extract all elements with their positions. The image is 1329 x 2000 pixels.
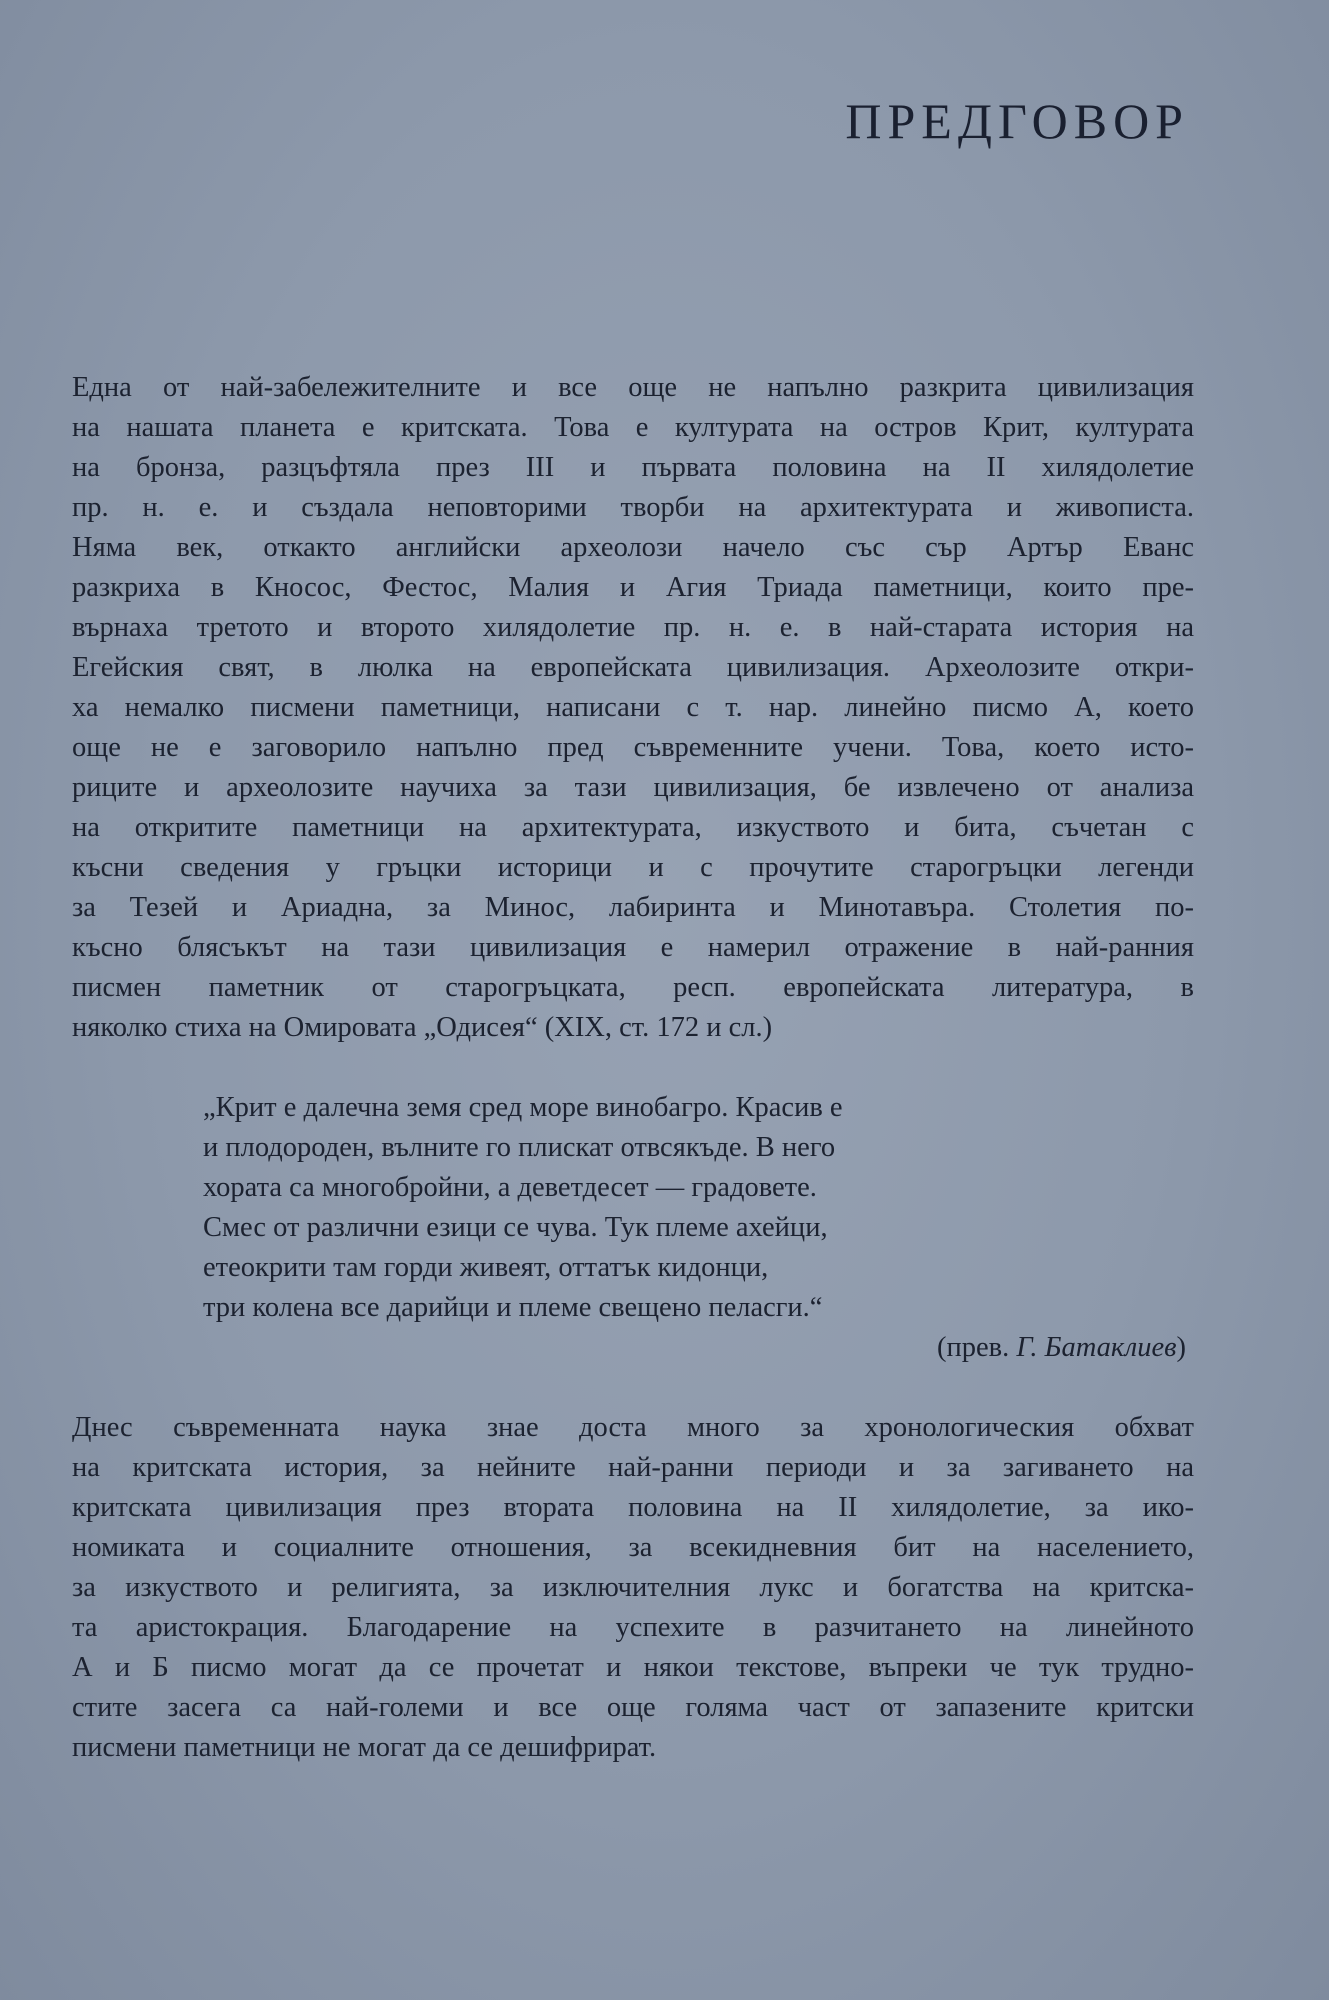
text-line: на нашата планета е критската. Това е културата на остров Крит, културата bbox=[72, 412, 1194, 443]
text-line: Егейския свят, в люлка на европейската цивилизация. Археолозите откри- bbox=[72, 652, 1194, 683]
text-line: Днес съвременната наука знае доста много за хронологическия обхват bbox=[72, 1412, 1194, 1443]
credit-prefix: (прев. bbox=[936, 1332, 1010, 1363]
poem-line: етеокрити там горди живеят, оттатък кидонци, bbox=[203, 1252, 769, 1283]
text-line: А и Б писмо могат да се прочетат и някои текстове, въпреки че тук трудно- bbox=[72, 1652, 1194, 1683]
text-line: риците и археолозите научиха за тази цивилизация, бе извлечено от анализа bbox=[72, 772, 1194, 803]
text-line: на откритите паметници на архитектурата, изкуството и бита, съчетан с bbox=[72, 812, 1194, 843]
text-line: номиката и социалните отношения, за всекидневния бит на населението, bbox=[72, 1532, 1194, 1563]
text-line: няколко стиха на Омировата „Одисея“ (XIX, ст. 172 и сл.) bbox=[72, 1012, 773, 1043]
paragraph-1 bbox=[72, 368, 1194, 1048]
translation-credit bbox=[937, 1328, 1186, 1368]
text-line: пр. н. е. и създала неповторими творби на архитектурата и живописта. bbox=[72, 492, 1194, 523]
text-line: на критската история, за нейните най-ранни периоди и за загиването на bbox=[72, 1452, 1194, 1483]
text-line: за изкуството и религията, за изключителния лукс и богатства на критска- bbox=[72, 1572, 1194, 1603]
poem-line: Смес от различни езици се чува. Тук племе ахейци, bbox=[203, 1212, 828, 1243]
text-line: Една от най-забележителните и все още не напълно разкрита цивилизация bbox=[72, 372, 1194, 403]
text-line: късни сведения у гръцки историци и с прочутите старогръцки легенди bbox=[72, 852, 1194, 883]
text-line: разкриха в Кносос, Фестос, Малия и Агия Триада паметници, които пре- bbox=[72, 572, 1194, 603]
text-line: писмени паметници не могат да се дешифрират. bbox=[72, 1732, 657, 1763]
text-line: ха немалко писмени паметници, написани с т. нар. линейно писмо А, което bbox=[72, 692, 1194, 723]
text-line: за Тезей и Ариадна, за Минос, лабиринта и Минотавъра. Столетия по- bbox=[72, 892, 1194, 923]
poem-line: и плодороден, вълните го плискат отвсякъде. В него bbox=[203, 1132, 836, 1163]
poem-line: три колена все дарийци и племе свещено пеласги.“ bbox=[203, 1292, 823, 1323]
text-line: та аристокрация. Благодарение на успехите в разчитането на линейното bbox=[72, 1612, 1194, 1643]
poem-quote bbox=[203, 1088, 1059, 1328]
paragraph-2 bbox=[72, 1408, 1194, 1768]
poem-line: „Крит е далечна земя сред море винобагро. Красив е bbox=[203, 1092, 843, 1123]
text-line: върнаха третото и второто хилядолетие пр. н. е. в най-старата история на bbox=[72, 612, 1194, 643]
credit-suffix: ) bbox=[1176, 1332, 1186, 1363]
poem-line: хората са многобройни, а деветдесет — градовете. bbox=[203, 1172, 817, 1203]
translator-name: Г. Батаклиев bbox=[1016, 1332, 1177, 1363]
text-line: стите засега са най-големи и все още голяма част от запазените критски bbox=[72, 1692, 1194, 1723]
text-line: късно блясъкът на тази цивилизация е намерил отражение в най-ранния bbox=[72, 932, 1194, 963]
text-line: критската цивилизация през втората половина на II хилядолетие, за ико- bbox=[72, 1492, 1194, 1523]
page-title: ПРЕДГОВОР bbox=[845, 93, 1189, 149]
text-line: Няма век, откакто английски археолози начело със сър Артър Еванс bbox=[72, 532, 1194, 563]
text-line: писмен паметник от старогръцката, респ. европейската литература, в bbox=[72, 972, 1194, 1003]
text-line: още не е заговорило напълно пред съвременните учени. Това, което исто- bbox=[72, 732, 1194, 763]
text-line: на бронза, разцъфтяла през III и първата половина на II хилядолетие bbox=[72, 452, 1194, 483]
